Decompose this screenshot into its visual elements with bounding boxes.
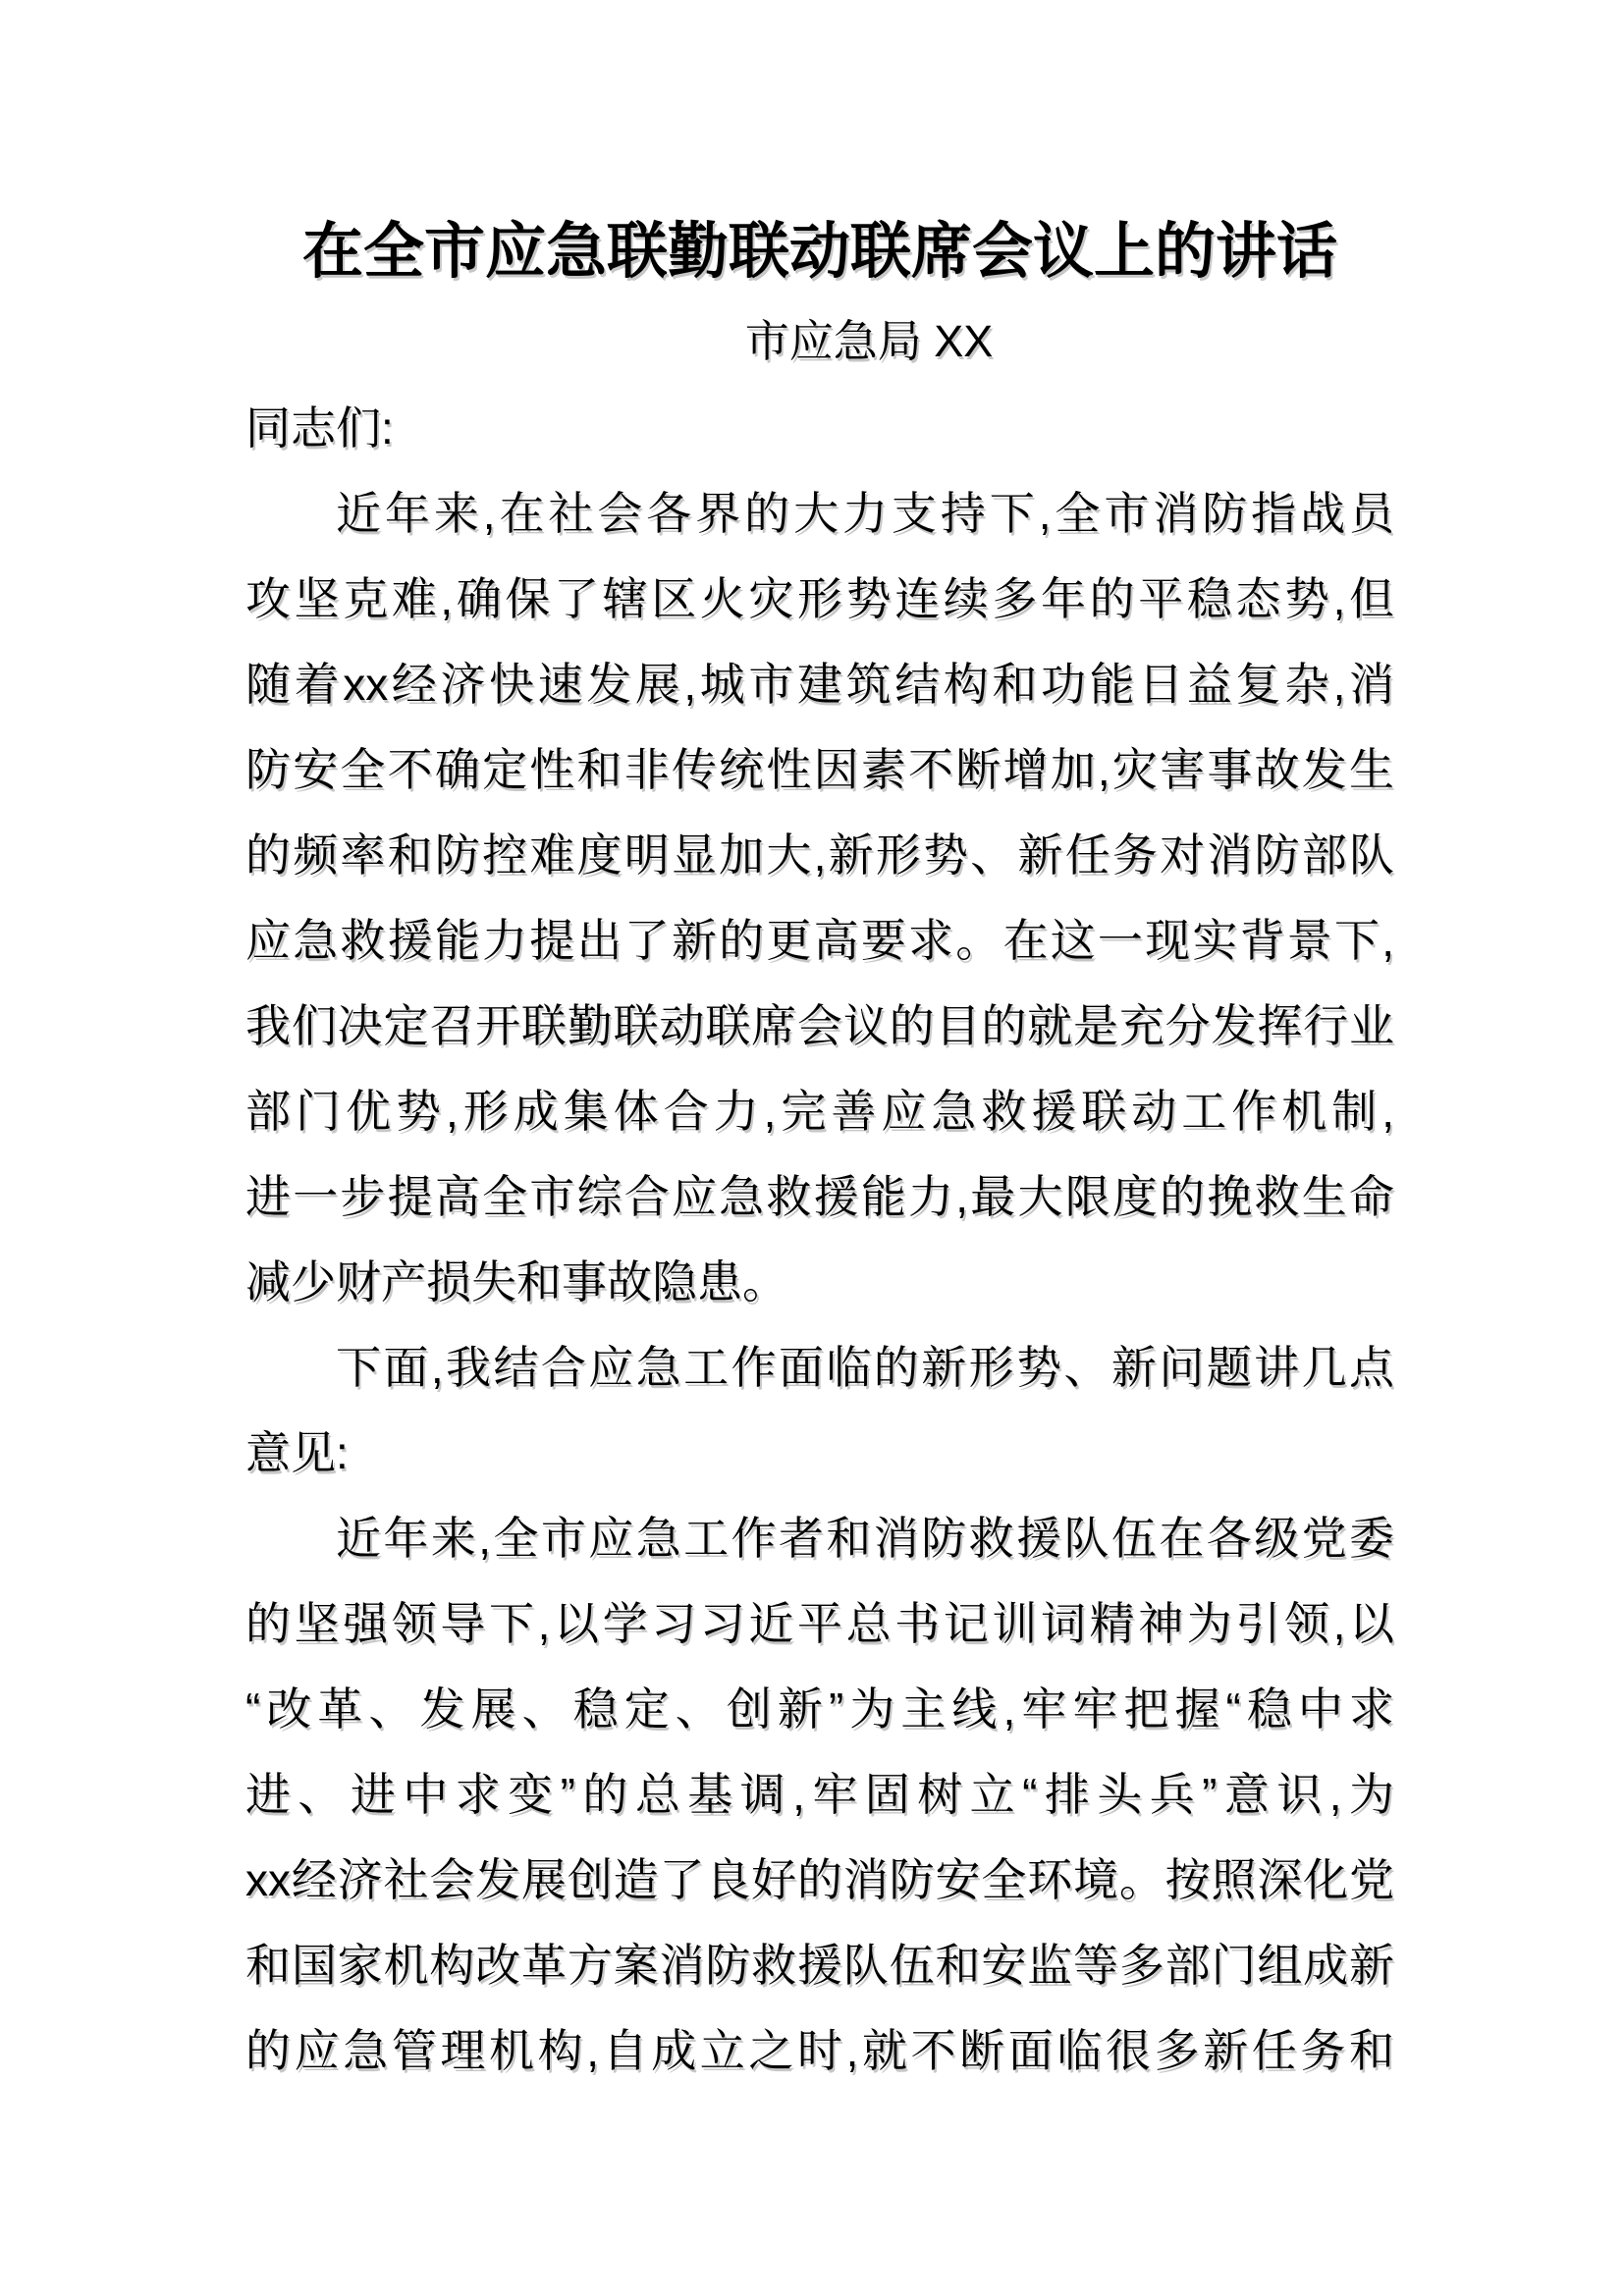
body-line: 近年来,全市应急工作者和消防救援队伍在各级党委 bbox=[336, 1513, 1394, 1564]
body-line: 攻坚克难,确保了辖区火灾形势连续多年的平稳态势,但 bbox=[245, 573, 1394, 624]
document-body bbox=[245, 386, 1394, 2094]
body-line: 下面,我结合应急工作面临的新形势、新问题讲几点 bbox=[336, 1342, 1394, 1393]
body-line: 进一步提高全市综合应急救援能力,最大限度的挽救生命 bbox=[245, 1171, 1394, 1222]
document-byline: 市应急局 XX bbox=[744, 316, 994, 366]
body-line: 的坚强领导下,以学习习近平总书记训词精神为引领,以 bbox=[245, 1598, 1394, 1649]
body-line: 防安全不确定性和非传统性因素不断增加,灾害事故发生 bbox=[245, 744, 1394, 795]
body-line: 我们决定召开联勤联动联席会议的目的就是充分发挥行业 bbox=[245, 1000, 1394, 1051]
document-content bbox=[245, 0, 1394, 2094]
body-line: 进、进中求变”的总基调,牢固树立“排头兵”意识,为 bbox=[245, 1769, 1394, 1820]
body-line: 同志们: bbox=[245, 402, 394, 454]
document-title: 在全市应急联勤联动联席会议上的讲话 bbox=[301, 218, 1337, 286]
body-line: 的频率和防控难度明显加大,新形势、新任务对消防部队 bbox=[245, 829, 1394, 881]
body-line: 近年来,在社会各界的大力支持下,全市消防指战员 bbox=[336, 488, 1394, 539]
body-line: 应急救援能力提出了新的更高要求。在这一现实背景下, bbox=[245, 915, 1394, 966]
body-line: 部门优势,形成集体合力,完善应急救援联动工作机制, bbox=[245, 1086, 1394, 1137]
body-line: xx经济社会发展创造了良好的消防安全环境。按照深化党 bbox=[245, 1854, 1394, 1905]
body-line: 随着xx经济快速发展,城市建筑结构和功能日益复杂,消 bbox=[245, 659, 1394, 710]
body-line: 意见: bbox=[245, 1427, 349, 1478]
body-line: 和国家机构改革方案消防救援队伍和安监等多部门组成新 bbox=[245, 1940, 1394, 1991]
body-line: 减少财产损失和事故隐患。 bbox=[245, 1256, 787, 1308]
body-line: “改革、发展、稳定、创新”为主线,牢牢把握“稳中求 bbox=[245, 1683, 1394, 1735]
body-line: 的应急管理机构,自成立之时,就不断面临很多新任务和 bbox=[245, 2025, 1394, 2076]
